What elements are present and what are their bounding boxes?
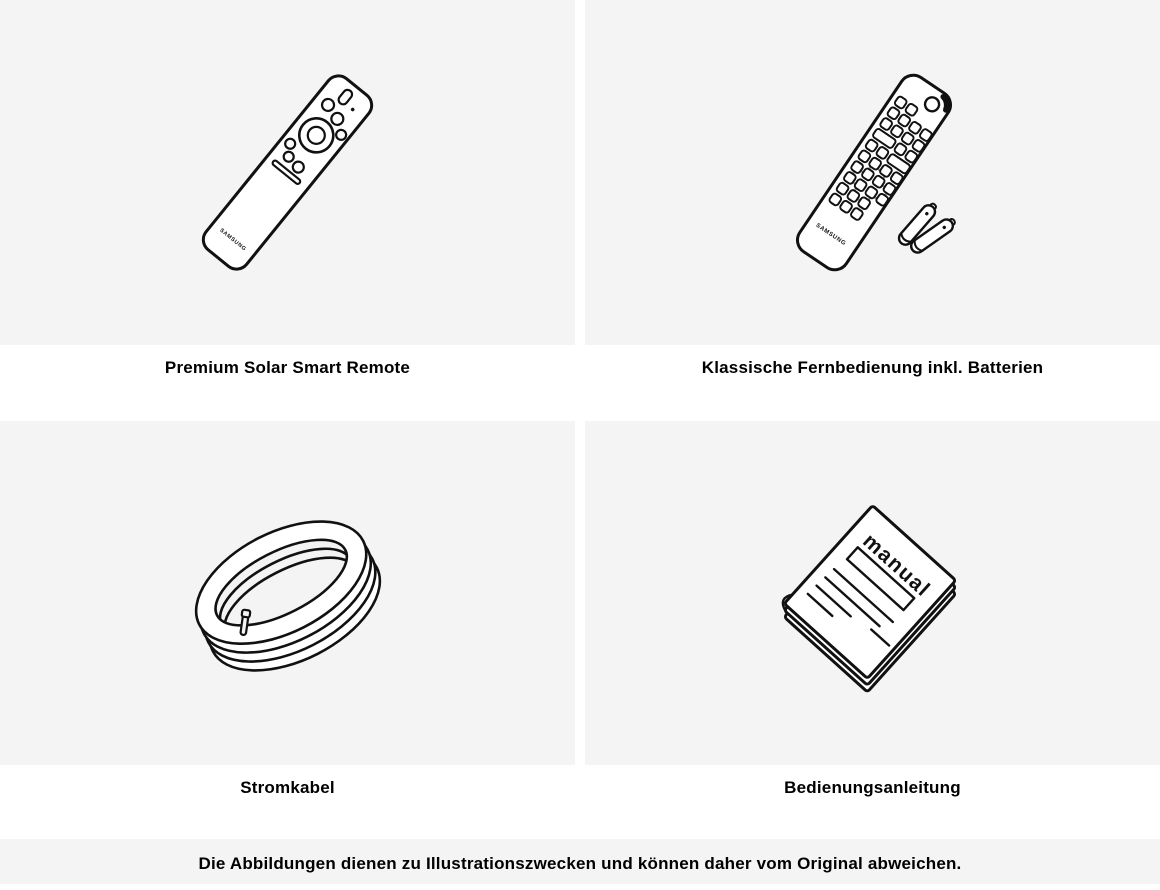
classic-remote-with-batteries-illustration — [585, 0, 1160, 345]
accessories-row-1 — [0, 0, 1160, 421]
card-solar-remote — [0, 0, 575, 421]
caption-power-cable: Stromkabel — [240, 778, 335, 797]
card-manual — [585, 421, 1160, 839]
disclaimer-bar — [0, 839, 1160, 884]
classic-remote-brand-text: SAMSUNG — [814, 222, 847, 248]
caption-solar-remote: Premium Solar Smart Remote — [164, 358, 411, 377]
power-cable-illustration — [0, 421, 575, 765]
caption-classic-remote: Klassische Fernbedienung inkl. Batterien — [701, 358, 1044, 377]
solar-remote-panel — [0, 0, 575, 345]
manual-cover-title: manual — [858, 529, 935, 602]
disclaimer-text: Die Abbildungen dienen zu Illustrationszwecken und können daher vom Original abweichen. — [198, 854, 962, 873]
accessories-row-2 — [0, 421, 1160, 839]
manual-panel — [585, 421, 1160, 765]
manual-illustration — [585, 421, 1160, 765]
caption-manual: Bedienungsanleitung — [784, 778, 961, 797]
card-power-cable — [0, 421, 575, 839]
solar-remote-illustration — [0, 0, 575, 345]
classic-remote-panel — [585, 0, 1160, 345]
card-classic-remote — [585, 0, 1160, 421]
solar-remote-brand-text: SAMSUNG — [218, 227, 248, 253]
power-cable-panel — [0, 421, 575, 765]
